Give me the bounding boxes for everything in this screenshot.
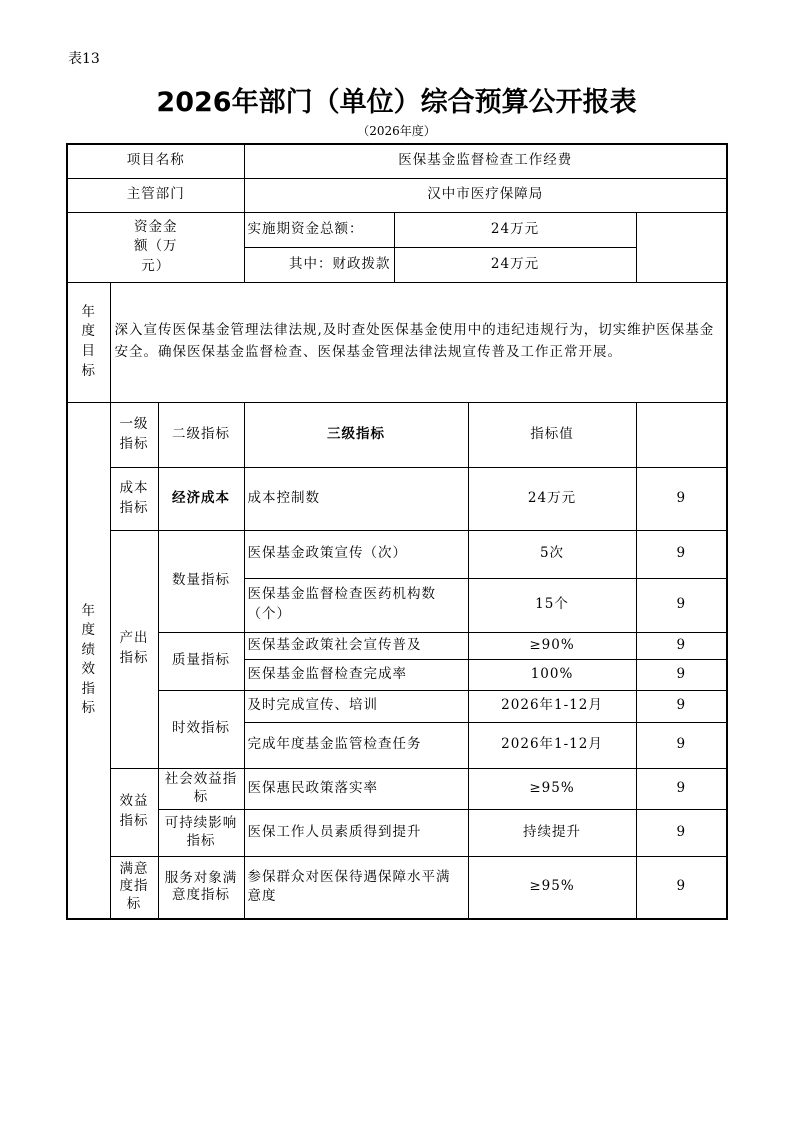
dept-value: 汉中市医疗保障局 [244,178,727,212]
header-l1: 一级指标 [110,402,158,467]
header-l2: 二级指标 [158,402,244,467]
indicator-name: 参保群众对医保待遇保障水平满意度 [244,856,468,919]
indicator-value: 15个 [468,578,636,632]
budget-table [66,143,728,920]
indicator-value: 持续提升 [468,809,636,856]
indicator-value: 100% [468,659,636,690]
project-name-value: 医保基金监督检查工作经费 [244,144,727,178]
indicator-value: ≥90% [468,632,636,659]
group-quality: 质量指标 [158,632,244,690]
group-social: 社会效益指标 [158,768,244,809]
fiscal-fund-value: 24万元 [394,247,636,282]
indicator-score: 9 [636,632,727,659]
indicator-name: 成本控制数 [244,467,468,530]
indicator-name: 完成年度基金监管检查任务 [244,722,468,768]
indicator-name: 医保基金政策宣传（次） [244,530,468,578]
indicator-score: 9 [636,722,727,768]
group-output: 产出指标 [110,530,158,768]
total-fund-label: 实施期资金总额： [244,212,394,247]
indicator-name: 医保基金政策社会宣传普及 [244,632,468,659]
group-econ: 经济成本 [158,467,244,530]
indicator-score: 9 [636,690,727,722]
report-year: （2026年度） [357,124,436,138]
indicator-value: ≥95% [468,768,636,809]
indicator-score: 9 [636,659,727,690]
indicator-value: 2026年1-12月 [468,722,636,768]
indicator-score: 9 [636,856,727,919]
indicator-name: 医保基金监督检查医药机构数（个） [244,578,468,632]
dept-label: 主管部门 [67,178,244,212]
page-title: 2026年部门（单位）综合预算公开报表 [156,87,637,118]
group-satisfy: 满意度指标 [110,856,158,919]
indicator-value: 5次 [468,530,636,578]
table-number: 表13 [68,51,100,67]
project-name-label: 项目名称 [67,144,244,178]
indicator-score: 9 [636,809,727,856]
indicator-value: 24万元 [468,467,636,530]
indicator-name: 医保工作人员素质得到提升 [244,809,468,856]
indicator-score: 9 [636,578,727,632]
goal-text: 深入宣传医保基金管理法律法规,及时查处医保基金使用中的违纪违规行为，切实维护医保基金安全。确保医保基金监督检查、医保基金管理法律法规宣传普及工作正常开展。 [110,282,727,402]
fund-label: 资金金额（万元） [67,212,244,282]
group-sustain: 可持续影响指标 [158,809,244,856]
group-benefit: 效益指标 [110,768,158,856]
group-service: 服务对象满意度指标 [158,856,244,919]
total-fund-value: 24万元 [394,212,636,247]
group-qty: 数量指标 [158,530,244,632]
group-time: 时效指标 [158,690,244,768]
indicator-value: ≥95% [468,856,636,919]
indicator-value: 2026年1-12月 [468,690,636,722]
perf-label: 年度绩效指标 [67,402,110,919]
indicator-name: 医保基金监督检查完成率 [244,659,468,690]
indicator-score: 9 [636,467,727,530]
indicator-score: 9 [636,530,727,578]
header-value: 指标值 [468,402,636,467]
indicator-name: 及时完成宣传、培训 [244,690,468,722]
indicator-score: 9 [636,768,727,809]
header-l3: 三级指标 [244,402,468,467]
fund-empty-cell [636,212,727,282]
header-score [636,402,727,467]
fiscal-fund-label: 其中：财政拨款 [244,247,394,282]
group-cost: 成本指标 [110,467,158,530]
goal-label: 年度目标 [67,282,110,402]
indicator-name: 医保惠民政策落实率 [244,768,468,809]
